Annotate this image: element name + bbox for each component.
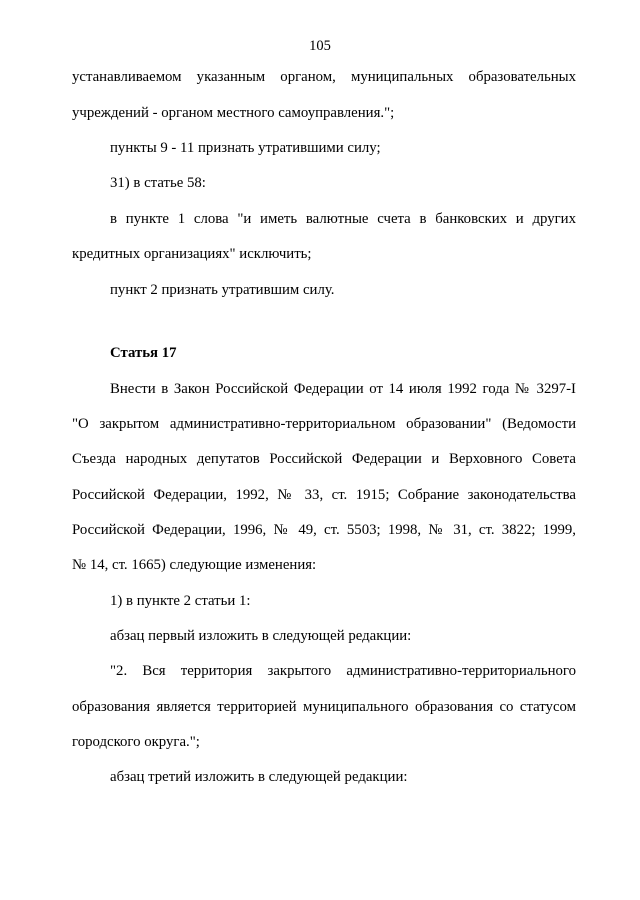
text-line: 1) в пункте 2 статьи 1: (110, 593, 251, 609)
text-line: № 14, ст. 1665) следующие изменения: (72, 557, 317, 573)
text-line: в пункте 1 слова "и иметь валютные счета в банковских и других (110, 211, 576, 227)
text-line: Российской Федерации, 1996, № 49, ст. 5503; 1998, № 31, ст. 3822; 1999, (72, 522, 576, 538)
text-line: абзац третий изложить в следующей редакции: (110, 769, 408, 785)
text-line: образования является территорией муниципального образования со статусом (72, 699, 576, 715)
text-line: 31) в статье 58: (110, 175, 206, 191)
page-number: 105 (309, 38, 331, 54)
text-line: "2. Вся территория закрытого административно-территориального (110, 663, 576, 679)
text-line: устанавливаемом указанным органом, муниципальных образовательных (72, 69, 576, 85)
text-line: кредитных организациях" исключить; (72, 246, 312, 262)
article-heading: Статья 17 (110, 345, 177, 361)
text-line: городского округа."; (72, 734, 200, 750)
text-line: учреждений - органом местного самоуправления."; (72, 105, 395, 121)
text-line: пункты 9 - 11 признать утратившими силу; (110, 140, 381, 156)
text-line: Внести в Закон Российской Федерации от 14 июля 1992 года № 3297-I (110, 381, 576, 397)
text-line: Российской Федерации, 1992, № 33, ст. 1915; Собрание законодательства (72, 487, 576, 503)
text-line: абзац первый изложить в следующей редакции: (110, 628, 412, 644)
text-line: "О закрытом административно-территориальном образовании" (Ведомости (72, 416, 576, 432)
text-line: пункт 2 признать утратившим силу. (110, 282, 335, 298)
text-line: Съезда народных депутатов Российской Федерации и Верховного Совета (72, 451, 576, 467)
